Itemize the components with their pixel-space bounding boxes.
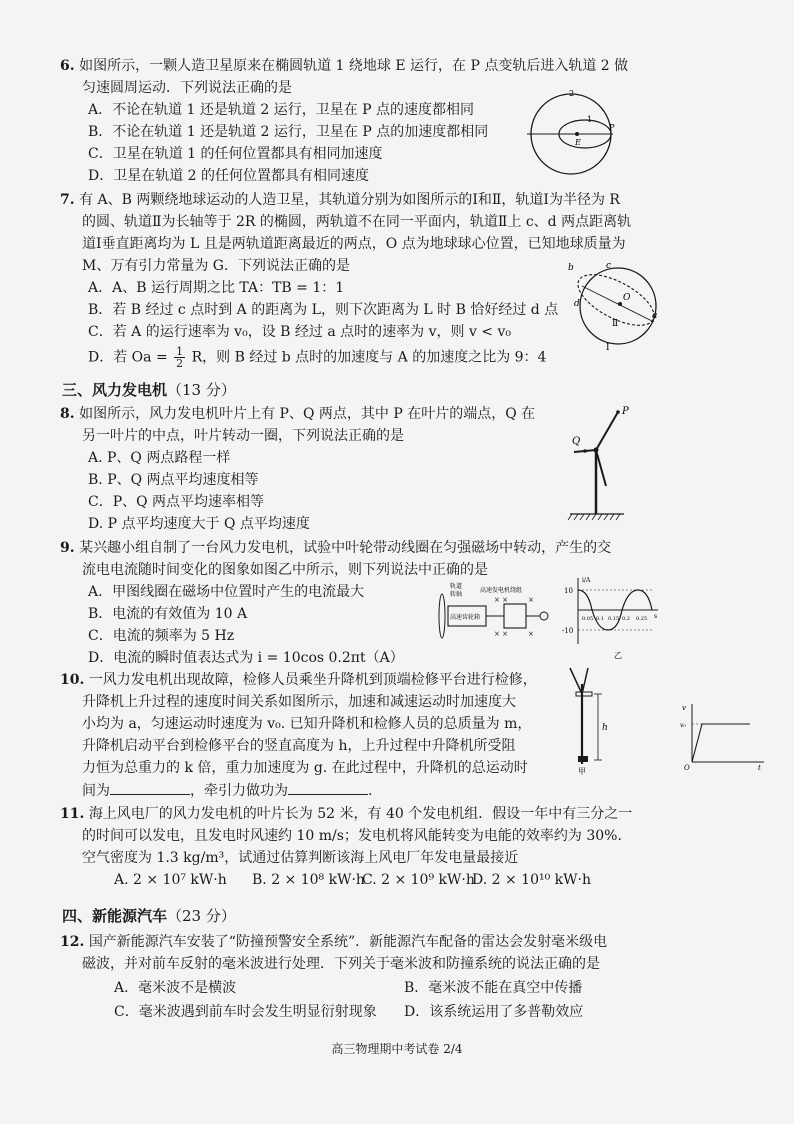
q7-fraction: $\frac{1}{2}$	[176, 345, 184, 370]
q10-graph-axis-v: v	[682, 704, 686, 712]
q10-stem-line5: 力恒为总重力的 k 倍，重力加速度为 g. 在此过程中，升降机的总运动时	[82, 760, 528, 776]
q7-stem-line4: M、万有引力常量为 G．下列说法正确的是	[82, 258, 350, 274]
q11-option-d: D. 2 × 10¹⁰ kW·h	[472, 872, 591, 888]
q7-fig-label-a: a	[652, 311, 658, 321]
q8-fig-label-p: P	[622, 406, 629, 417]
q11-option-c: C. 2 × 10⁹ kW·h	[362, 872, 475, 888]
q9-fig-label-winding: 高速发电机绕组	[480, 587, 523, 594]
q9-graph-tick-1: 0.05	[582, 616, 594, 622]
q6-option-d: D．卫星在轨道 2 的任何位置都具有相同速度	[88, 168, 370, 184]
q7-fig-label-o: O	[623, 293, 631, 303]
q6-fig-label-1: 1	[587, 115, 593, 124]
q8-option-c: C．P、Q 两点平均速率相等	[88, 494, 265, 510]
q9-option-a: A．甲图线圈在磁场中位置时产生的电流最大	[88, 584, 365, 600]
q10-fig-label-jia: 甲	[578, 767, 586, 776]
q7-stem-line1: 7. 有 A、B 两颗绕地球运动的人造卫星，其轨道分别为如图所示的Ⅰ和Ⅱ，轨道Ⅰ为半径为 R	[60, 192, 620, 208]
q11-stem-line2: 的时间可以发电，且发电时风速约 10 m/s；发电机将风能转变为电能的效率约为 30%．	[82, 828, 632, 844]
q8-option-a: A. P、Q 两点路程一样	[88, 450, 231, 466]
q11-stem-line1: 11. 海上风电厂的风力发电机的叶片长为 52 米，有 40 个发电机组．假设一年中有三分之一	[60, 806, 633, 822]
q9-option-c: C．电流的频率为 5 Hz	[88, 628, 235, 644]
q10-graph-label-v0: v₀	[680, 722, 686, 729]
q6-fig-label-e: E	[575, 138, 581, 147]
q9-graph-tick-2: 0.1	[596, 616, 604, 622]
q9-stem-line2: 流电电流随时间变化的图象如图乙中所示，则下列说法中正确的是	[82, 562, 488, 578]
q6-stem-line2: 匀速圆周运动．下列说法正确的是	[82, 80, 292, 96]
q12-stem-line1: 12. 国产新能源汽车安装了“防撞预警安全系统”．新能源汽车配备的雷达会发射毫米级电	[60, 934, 608, 950]
q6-stem-line1: 6. 如图所示，一颗人造卫星原来在椭圆轨道 1 绕地球 E 运行，在 P 点变轨后进入轨道 2 做	[60, 58, 629, 74]
q10-blank-time[interactable]	[110, 780, 190, 795]
q8-stem-line1: 8. 如图所示，风力发电机叶片上有 P、Q 两点，其中 P 在叶片的端点，Q 在	[60, 406, 536, 422]
q9-graph-tick-5: 0.25	[636, 616, 648, 622]
q7-number: 7.	[60, 192, 75, 208]
q6-fig-label-2: 2	[569, 89, 575, 98]
q7-fig-label-d: d	[574, 299, 580, 309]
q7-fig-label-c: c	[606, 261, 612, 271]
q7-option-b: B．若 B 经过 c 点时到 A 的距离为 L，则下次距离为 L 时 B 恰好经过 d 点	[88, 302, 559, 318]
svg-text:×: ×	[528, 630, 534, 638]
q9-fig-box-label: 高速齿轮箱	[450, 614, 481, 621]
q12-option-b: B．毫米波不能在真空中传播	[404, 980, 583, 996]
q9-stem-line1: 9. 某兴趣小组自制了一台风力发电机，试验中叶轮带动线圈在匀强磁场中转动，产生的交	[60, 540, 612, 556]
q10-stem-line1: 10. 一风力发电机出现故障，检修人员乘坐升降机到顶端检修平台进行检修，	[60, 672, 537, 688]
page-footer: 高三物理期中考试卷 2/4	[331, 1042, 463, 1056]
q7-stem-line3: 道Ⅰ垂直距离均为 L 且是两轨道距离最近的两点，O 点为地球球心位置，已知地球质量为	[82, 236, 626, 252]
q8-fig-label-q: Q	[572, 436, 581, 447]
q6-fig-label-p: P	[609, 123, 615, 132]
q6-option-a: A．不论在轨道 1 还是轨道 2 运行，卫星在 P 点的速度都相同	[88, 102, 475, 118]
section-3-heading: 三、风力发电机（13 分）	[62, 381, 236, 399]
q9-graph-y-top: 10	[564, 587, 573, 595]
q9-number: 9.	[60, 540, 75, 556]
q10-stem-line2: 升降机上升过程的速度时间关系如图所示，加速和减速运动时加速度大	[82, 694, 516, 710]
q10-stem-line6: 间为 ，牵引力做功为 .	[82, 780, 372, 801]
q11-number: 11.	[60, 806, 85, 822]
q8-stem-line2: 另一叶片的中点，叶片转动一圈，下列说法正确的是	[82, 428, 404, 444]
q9-option-d: D．电流的瞬时值表达式为 i = 10cos 0.2πt（A）	[88, 650, 404, 666]
q9-graph-tick-4: 0.2	[622, 616, 630, 622]
q9-fig-label-shaft: 转轴	[450, 591, 463, 598]
q7-orbit-figure	[566, 256, 666, 352]
q10-graph-axis-t: t	[758, 764, 761, 772]
svg-text:× ×: × ×	[494, 596, 508, 604]
q7-fig-label-ii: Ⅱ	[612, 319, 619, 329]
svg-text:× ×: × ×	[494, 630, 508, 638]
q6-option-b: B．不论在轨道 1 还是轨道 2 运行，卫星在 P 点的加速度都相同	[88, 124, 489, 140]
q7-fig-label-i: Ⅰ	[606, 343, 610, 352]
q9-graph-tick-3: 0.15	[608, 616, 620, 622]
q6-number: 6.	[60, 58, 75, 74]
q10-vt-graph	[680, 700, 766, 772]
q9-graph-unit-s: s	[654, 613, 658, 620]
q12-stem-line2: 磁波，并对前车反射的毫米波进行处理．下列关于毫米波和防撞系统的说法正确的是	[82, 956, 600, 972]
q9-generator-figure	[436, 580, 556, 644]
q11-option-a: A. 2 × 10⁷ kW·h	[114, 872, 227, 888]
q8-option-d: D. P 点平均速度大于 Q 点平均速度	[88, 516, 310, 532]
q10-graph-origin: O	[684, 764, 690, 772]
q7-stem-line2: 的圆、轨道Ⅱ为长轴等于 2R 的椭圆，两轨道不在同一平面内，轨道Ⅱ上 c、d 两点距离轨	[82, 214, 632, 230]
q12-option-a: A．毫米波不是横波	[114, 980, 237, 996]
q9-option-b: B．电流的有效值为 10 A	[88, 606, 248, 622]
q8-wind-turbine-figure	[560, 404, 636, 522]
q11-stem-line3: 空气密度为 1.3 kg/m³，试通过估算判断该海上风电厂年发电量最接近	[82, 850, 519, 866]
q8-number: 8.	[60, 406, 75, 422]
q9-graph-label-yi: 乙	[614, 651, 622, 660]
q10-number: 10.	[60, 672, 85, 688]
q10-fig-label-h: h	[602, 723, 608, 733]
svg-text:×: ×	[528, 596, 534, 604]
q11-option-b: B. 2 × 10⁸ kW·h	[252, 872, 365, 888]
q6-orbit-figure	[525, 88, 617, 180]
section-4-heading: 四、新能源汽车（23 分）	[62, 907, 236, 925]
q9-current-graph	[562, 574, 662, 660]
q7-fig-label-b: b	[568, 263, 574, 273]
q10-stem-line3: 小均为 a，匀速运动时速度为 v₀. 已知升降机和检修人员的总质量为 m，	[82, 716, 532, 732]
q9-graph-axis-i: i/A	[582, 577, 591, 584]
q12-option-d: D．该系统运用了多普勒效应	[404, 1004, 584, 1020]
q7-option-c: C．若 A 的运行速率为 v₀，设 B 经过 a 点时的速率为 v，则 v < v₀	[88, 324, 511, 340]
q10-stem-line4: 升降机启动平台到检修平台的竖直高度为 h，上升过程中升降机所受阻	[82, 738, 516, 754]
q9-fig-label-rail: 轨道	[450, 583, 463, 590]
q12-option-c: C．毫米波遇到前车时会发生明显衍射现象	[114, 1004, 377, 1020]
q8-option-b: B. P、Q 两点平均速度相等	[88, 472, 259, 488]
q7-option-a: A．A、B 运行周期之比 TA：TB = 1：1	[88, 280, 345, 296]
q6-option-c: C．卫星在轨道 1 的任何位置都具有相同加速度	[88, 146, 383, 162]
q10-tower-figure	[566, 664, 616, 776]
q7-option-d: D．若 Oa = $\frac{1}{2}$ R，则 B 经过 b 点时的加速度与 A 的加速度之比为 9：4	[88, 345, 547, 370]
q10-blank-work[interactable]	[288, 780, 368, 795]
q12-number: 12.	[60, 934, 85, 950]
q9-graph-y-bottom: -10	[562, 627, 574, 635]
